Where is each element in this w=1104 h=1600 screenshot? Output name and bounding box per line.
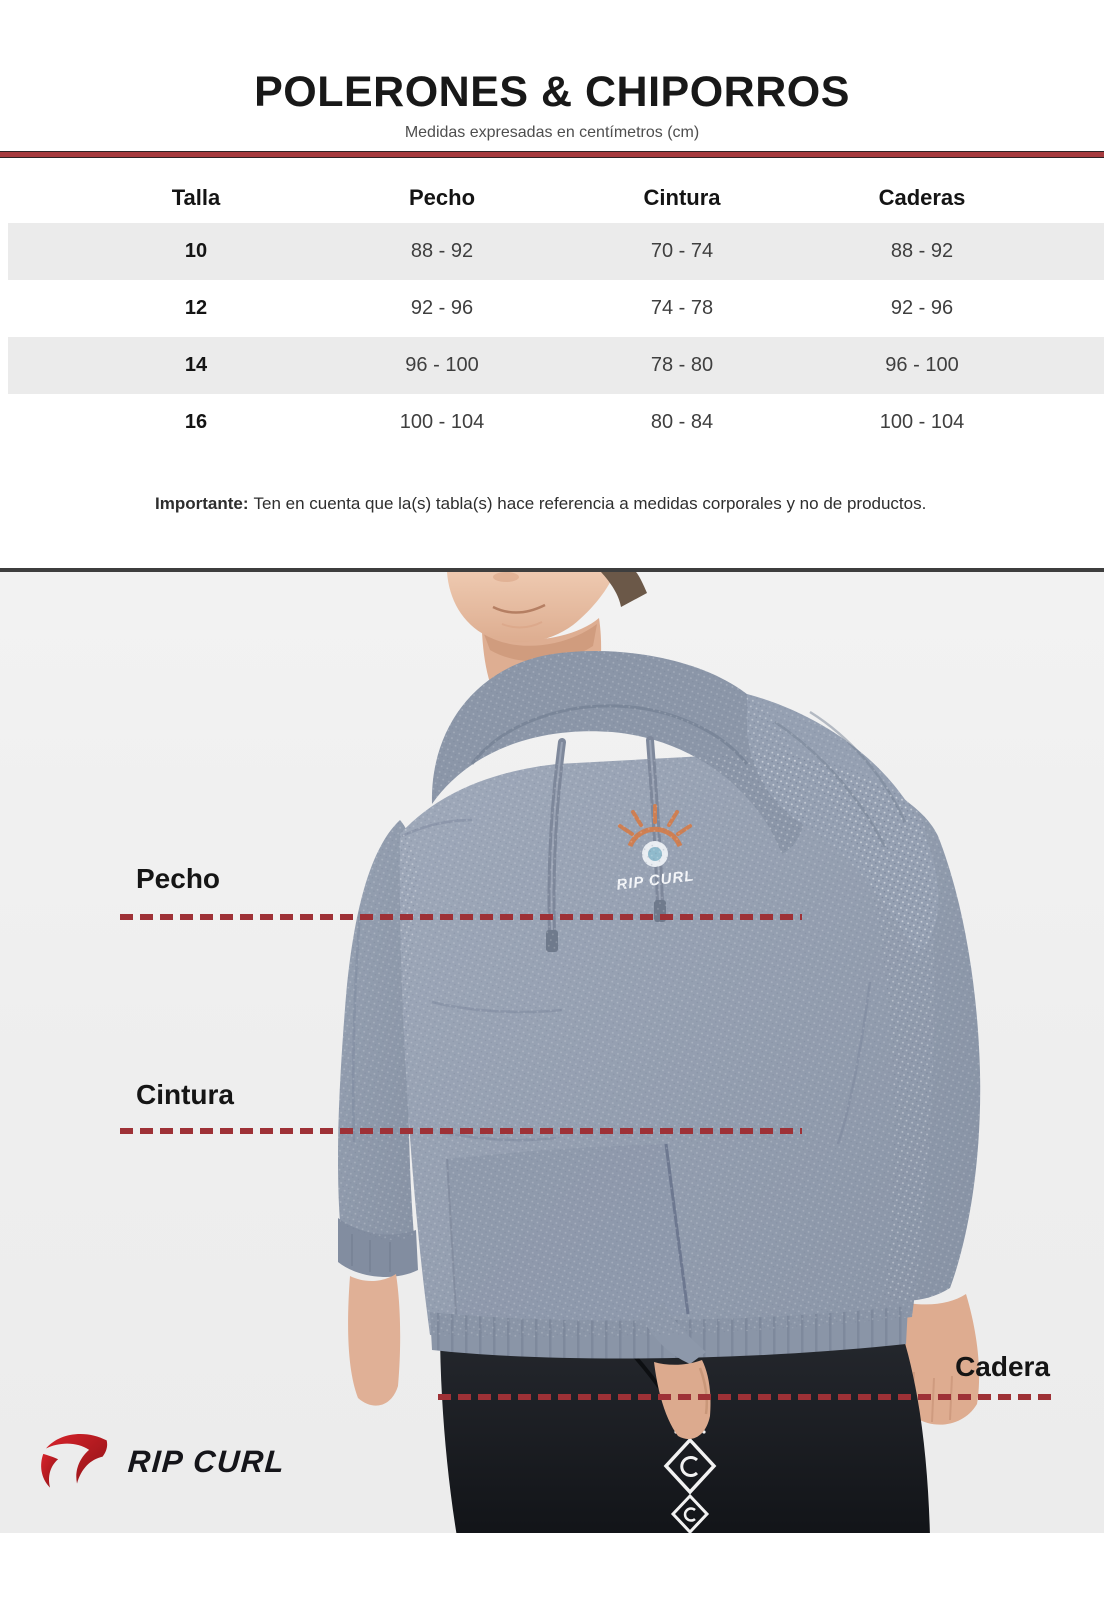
cell-cintura: 78 - 80 (650, 354, 714, 377)
page-header (0, 0, 1104, 142)
cell-talla: 12 (184, 297, 208, 320)
cintura-label: Cintura (136, 1079, 234, 1111)
boy-hoodie-illustration (0, 572, 1104, 1533)
column-header-pecho: Pecho (408, 185, 476, 211)
page-title: POLERONES & CHIPORROS (254, 68, 850, 116)
ripcurl-wordmark: RIP CURL (126, 1444, 287, 1480)
cell-pecho: 88 - 92 (410, 240, 474, 263)
table-row (8, 394, 1104, 451)
cintura-line (120, 1128, 802, 1134)
fit-photo (0, 568, 1104, 1533)
table-row (8, 337, 1104, 394)
important-note (155, 493, 1104, 514)
left-hand (348, 1274, 400, 1406)
size-table (0, 173, 1104, 451)
cell-talla: 14 (184, 354, 208, 377)
note-label: Importante: (155, 494, 249, 514)
cell-cintura: 74 - 78 (650, 297, 714, 320)
page-subtitle: Medidas expresadas en centímetros (cm) (404, 124, 700, 141)
ripcurl-logo (36, 1430, 285, 1494)
column-header-caderas: Caderas (878, 185, 966, 211)
fabric-texture (338, 651, 980, 1337)
cell-caderas: 88 - 92 (890, 240, 954, 263)
column-header-talla: Talla (171, 185, 221, 211)
cell-caderas: 100 - 104 (879, 411, 965, 434)
ripcurl-wave-icon (36, 1431, 118, 1493)
cell-talla: 16 (184, 411, 208, 434)
cell-cintura: 70 - 74 (650, 240, 714, 263)
hair (601, 572, 647, 607)
table-row (8, 280, 1104, 337)
cell-caderas: 96 - 100 (885, 354, 959, 377)
cadera-label: Cadera (955, 1351, 1050, 1383)
cadera-line (438, 1394, 1054, 1400)
column-header-cintura: Cintura (643, 185, 721, 211)
table-header-row (8, 173, 1104, 223)
cell-pecho: 100 - 104 (399, 411, 485, 434)
cell-caderas: 92 - 96 (890, 297, 954, 320)
cell-cintura: 80 - 84 (650, 411, 714, 434)
cell-talla: 10 (184, 240, 208, 263)
table-row (8, 223, 1104, 280)
cell-pecho: 92 - 96 (410, 297, 474, 320)
pecho-line (120, 914, 802, 920)
cell-pecho: 96 - 100 (405, 354, 479, 377)
red-divider (0, 151, 1104, 158)
pecho-label: Pecho (136, 863, 221, 895)
note-text: Ten en cuenta que la(s) tabla(s) hace referencia a medidas corporales y no de productos. (253, 494, 927, 514)
